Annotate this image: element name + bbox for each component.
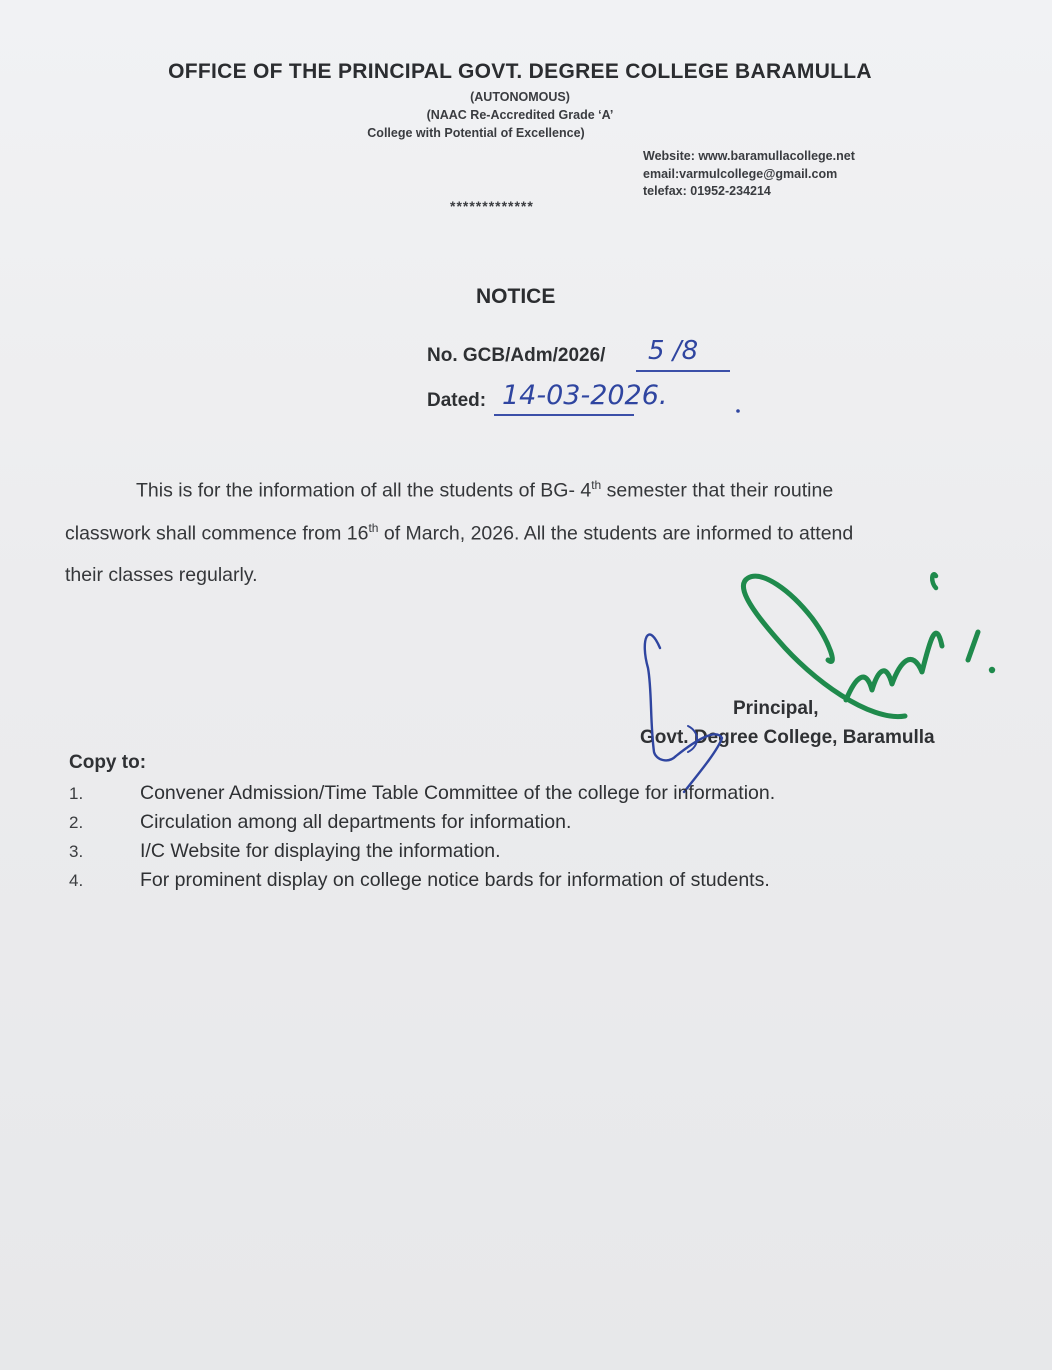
signatory-institution: Govt. Degree College, Baramulla: [640, 727, 935, 748]
potential-label: College with Potential of Excellence): [367, 126, 585, 140]
autonomous-label: (AUTONOMOUS): [470, 90, 570, 104]
body-line-2-sup: th: [368, 521, 379, 535]
notice-number-handwritten: 5 /8: [648, 336, 699, 366]
signature-blue-hook: [688, 726, 697, 752]
website-line: Website: www.baramullacollege.net: [643, 149, 855, 163]
signature-green-loop: [743, 576, 905, 716]
notice-number-label: No. GCB/Adm/2026/: [427, 345, 606, 366]
body-line-1-a: This is for the information of all the students of BG- 4: [136, 479, 592, 502]
date-dot: [736, 409, 740, 413]
signatory-title: Principal,: [733, 698, 819, 719]
office-title: OFFICE OF THE PRINCIPAL GOVT. DEGREE COLLEGE BARAMULLA: [168, 60, 872, 83]
header-separator: *************: [450, 198, 534, 214]
body-line-2-a: classwork shall commence from 16: [65, 522, 369, 545]
body-line-1-sup: th: [591, 478, 602, 492]
dated-label: Dated:: [427, 390, 487, 411]
copy-item-text: For prominent display on college notice bards for information of students.: [140, 869, 770, 891]
signature-green-mark: [932, 574, 936, 588]
copy-item-number: 2.: [69, 813, 84, 832]
telefax-line: telefax: 01952-234214: [643, 184, 771, 198]
body-line-1-b: semester that their routine: [601, 479, 834, 502]
signature-green-dot: [989, 667, 995, 673]
signature-green-stroke: [968, 632, 978, 660]
body-line-2-b: of March, 2026. All the students are informed to attend: [378, 522, 854, 545]
copy-to-heading: Copy to:: [69, 752, 147, 773]
copy-item-number: 1.: [69, 784, 84, 803]
dated-handwritten: 14-03-2026.: [502, 380, 668, 411]
naac-label: (NAAC Re-Accredited Grade ‘A’: [426, 108, 614, 122]
copy-item-number: 4.: [69, 871, 84, 890]
copy-item-text: I/C Website for displaying the information.: [140, 840, 501, 862]
notice-title: NOTICE: [476, 285, 556, 308]
email-line: email:varmulcollege@gmail.com: [643, 167, 838, 181]
copy-item-number: 3.: [69, 842, 84, 861]
copy-item-text: Convener Admission/Time Table Committee of the college for information.: [140, 782, 776, 804]
signature-green-scrawl: [846, 633, 942, 700]
copy-item-text: Circulation among all departments for information.: [140, 811, 572, 833]
signature-blue-initial: [645, 635, 722, 792]
body-line-3: their classes regularly.: [65, 564, 258, 586]
